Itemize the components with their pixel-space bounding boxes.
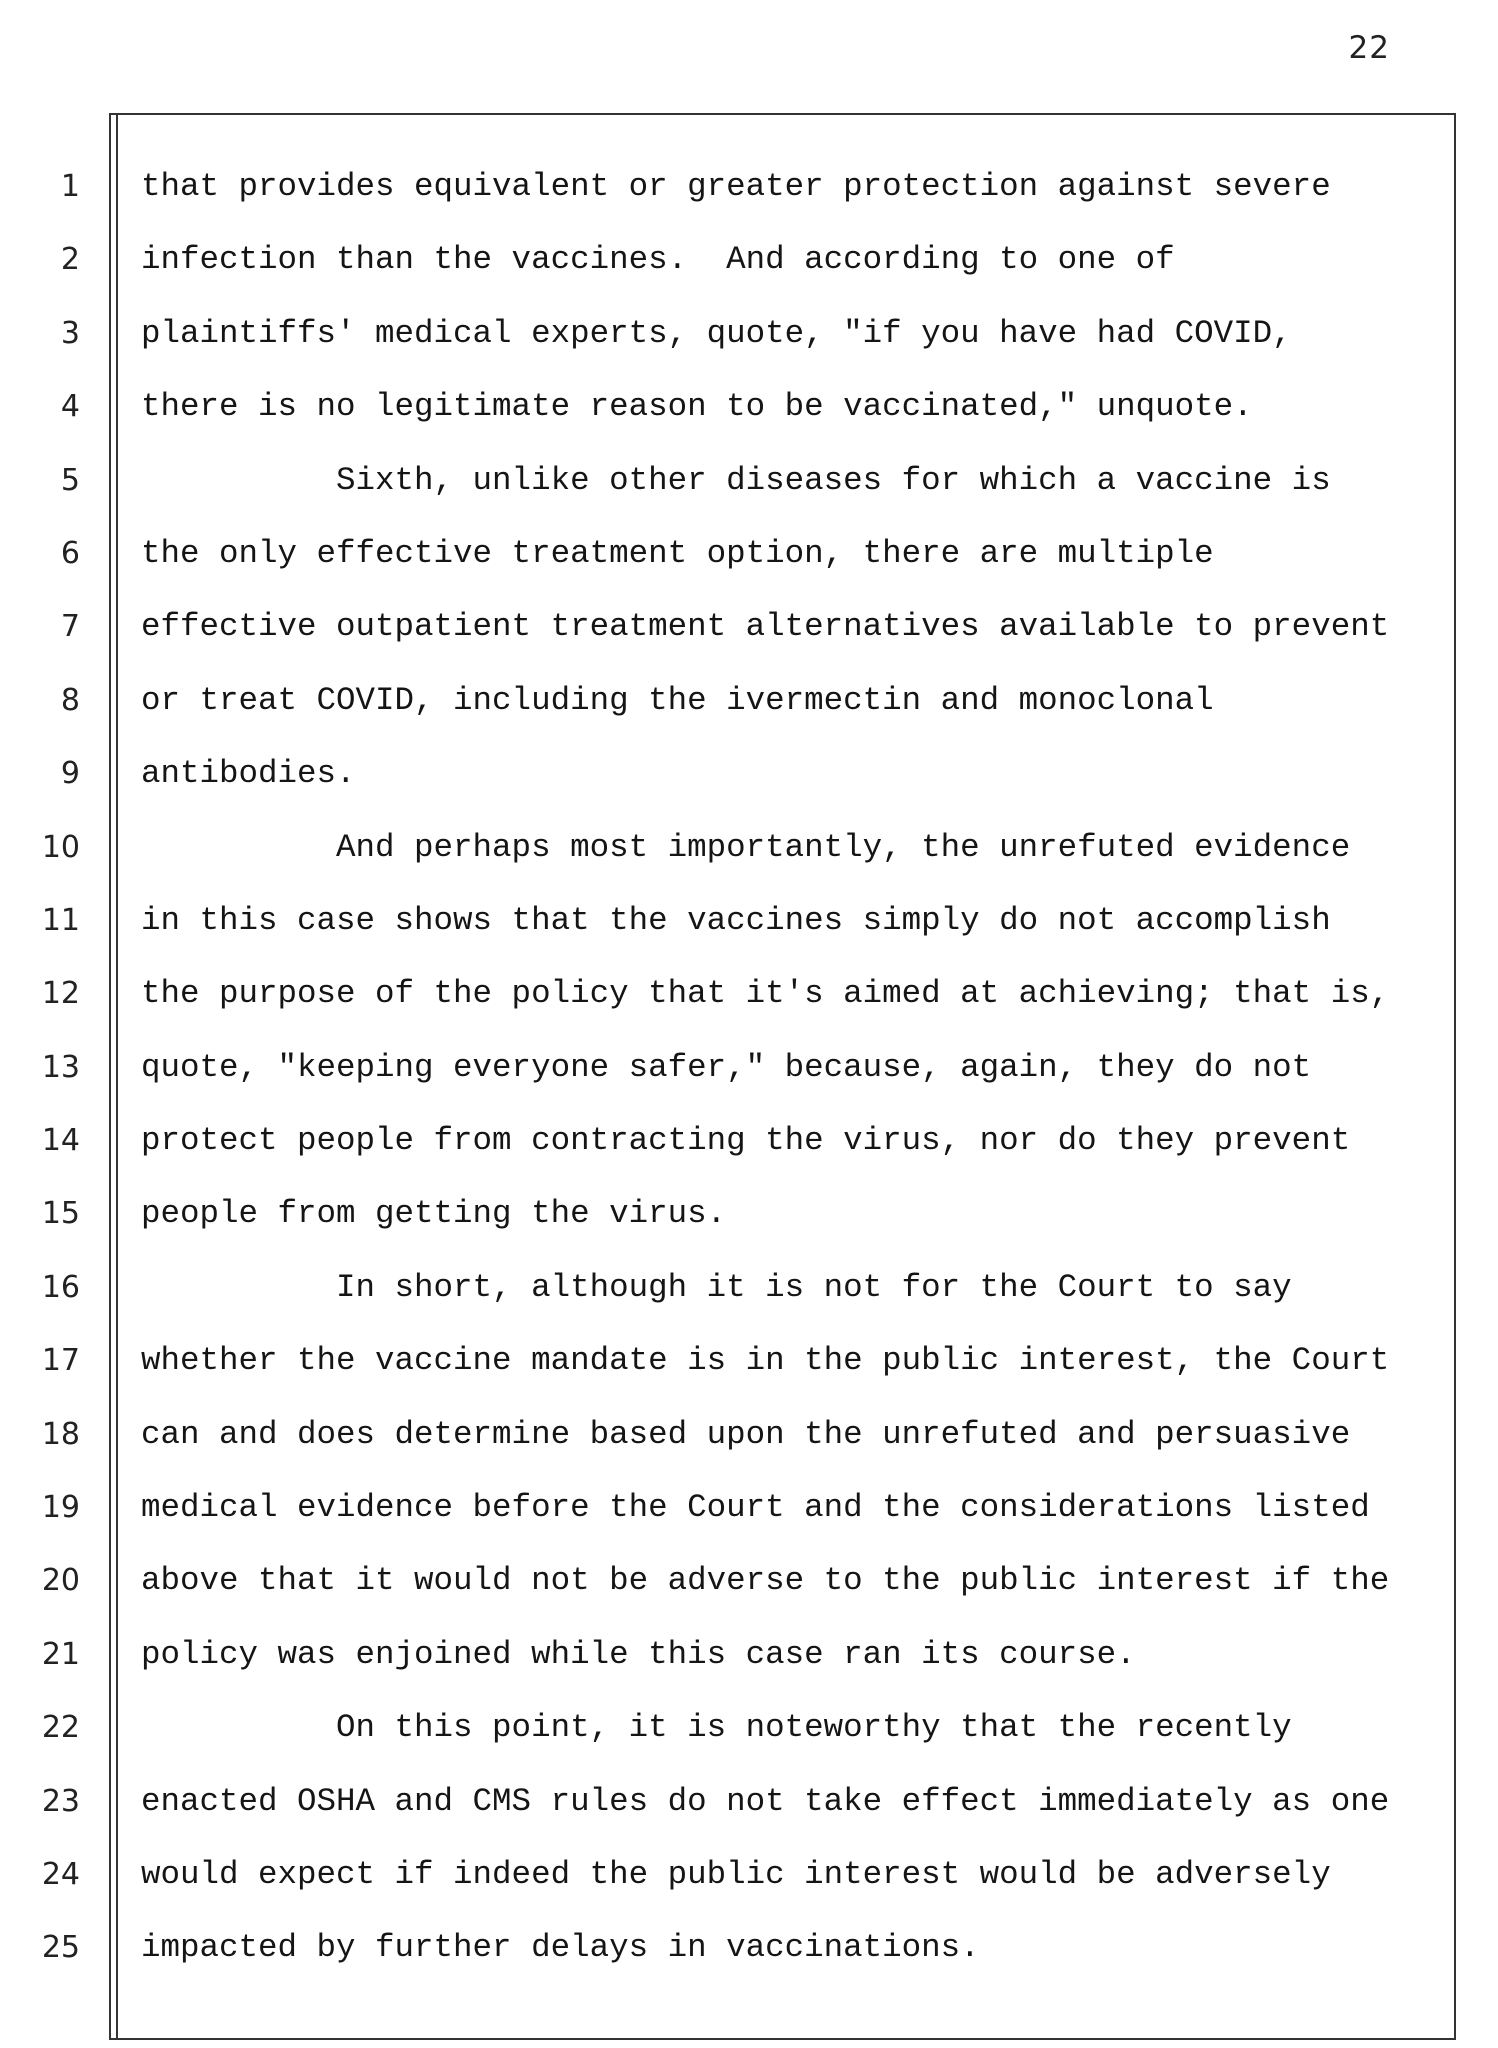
- transcript-line: whether the vaccine mandate is in the public interest, the Court: [141, 1342, 1390, 1380]
- transcript-line: can and does determine based upon the unrefuted and persuasive: [141, 1415, 1351, 1453]
- transcript-line: above that it would not be adverse to the public interest if the: [141, 1562, 1390, 1600]
- line-number: 17: [41, 1343, 80, 1379]
- line-number: 23: [41, 1783, 80, 1819]
- line-number: 12: [41, 976, 80, 1012]
- transcript-line: policy was enjoined while this case ran its course.: [141, 1635, 1136, 1673]
- transcript-line: effective outpatient treatment alternatives available to prevent: [141, 608, 1390, 646]
- transcript-text: [141, 150, 1441, 1985]
- transcript-line: there is no legitimate reason to be vaccinated," unquote.: [141, 388, 1253, 426]
- line-number: 21: [41, 1636, 80, 1672]
- transcript-line: quote, "keeping everyone safer," because, again, they do not: [141, 1048, 1312, 1086]
- transcript-line: In short, although it is not for the Court to say: [141, 1268, 1292, 1306]
- line-number: 4: [60, 389, 80, 425]
- transcript-line: Sixth, unlike other diseases for which a vaccine is: [141, 461, 1331, 499]
- line-number: 3: [60, 315, 80, 351]
- transcript-line: On this point, it is noteworthy that the recently: [141, 1709, 1292, 1747]
- transcript-line: in this case shows that the vaccines simply do not accomplish: [141, 901, 1331, 939]
- line-number: 18: [41, 1416, 80, 1452]
- line-number: 20: [41, 1563, 80, 1599]
- line-number: 25: [41, 1930, 80, 1966]
- transcript-line: plaintiffs' medical experts, quote, "if you have had COVID,: [141, 314, 1292, 352]
- line-number: 16: [41, 1269, 80, 1305]
- transcript-line: people from getting the virus.: [141, 1195, 727, 1233]
- line-number: 9: [60, 756, 80, 792]
- transcript-line: the only effective treatment option, there are multiple: [141, 534, 1214, 572]
- line-numbers: [0, 150, 80, 1985]
- line-number: 10: [41, 829, 80, 865]
- transcript-line: impacted by further delays in vaccinations.: [141, 1929, 980, 1967]
- line-number: 8: [60, 682, 80, 718]
- transcript-line: or treat COVID, including the ivermectin and monoclonal: [141, 681, 1214, 719]
- transcript-line: that provides equivalent or greater protection against severe: [141, 168, 1331, 205]
- line-number: 5: [60, 462, 80, 498]
- transcript-line: infection than the vaccines. And according to one of: [141, 241, 1175, 279]
- transcript-line: would expect if indeed the public interest would be adversely: [141, 1855, 1331, 1893]
- transcript-line: enacted OSHA and CMS rules do not take effect immediately as one: [141, 1782, 1390, 1820]
- transcript-line: protect people from contracting the virus, nor do they prevent: [141, 1122, 1351, 1160]
- line-number: 19: [41, 1490, 80, 1526]
- line-number: 24: [41, 1856, 80, 1892]
- line-number: 22: [41, 1710, 80, 1746]
- transcript-line: medical evidence before the Court and the considerations listed: [141, 1489, 1370, 1527]
- transcript-line: antibodies.: [141, 755, 356, 793]
- page-number: 22: [1348, 30, 1390, 66]
- line-number: 13: [41, 1049, 80, 1085]
- line-number: 2: [60, 242, 80, 278]
- transcript-line: the purpose of the policy that it's aimed at achieving; that is,: [141, 975, 1390, 1013]
- line-number: 14: [41, 1123, 80, 1159]
- line-number: 15: [41, 1196, 80, 1232]
- transcript-line: And perhaps most importantly, the unrefuted evidence: [141, 828, 1351, 866]
- line-number: 11: [41, 902, 80, 938]
- line-number: 7: [60, 609, 80, 645]
- line-number: 1: [60, 169, 80, 204]
- line-number: 6: [60, 535, 80, 571]
